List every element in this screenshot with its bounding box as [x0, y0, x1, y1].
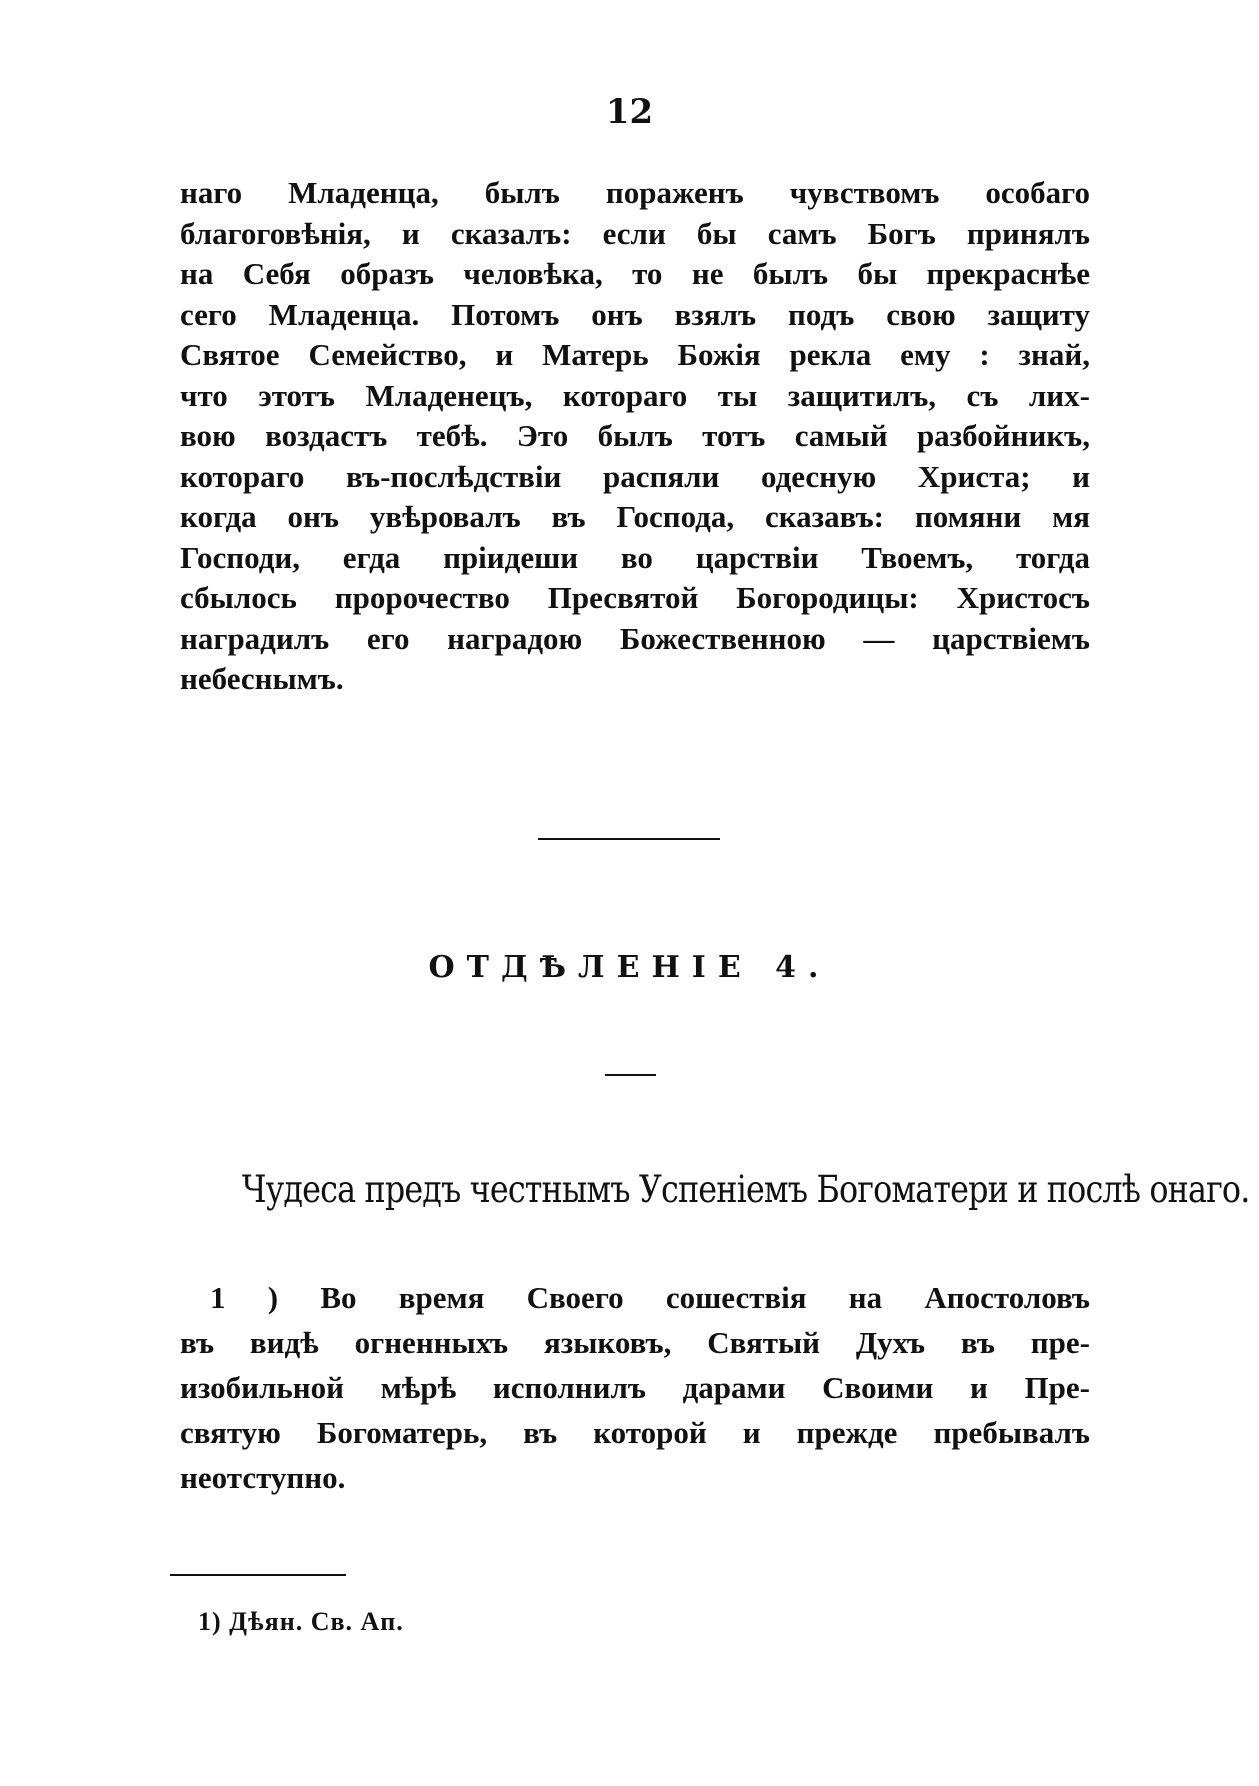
text-line: котораго въ-послѣдствіи распяли одесную Христа; и	[180, 458, 1090, 494]
text-line: когда онъ увѣровалъ въ Господа, сказавъ: помяни мя	[180, 499, 1090, 534]
text-line: сбылось пророчество Пресвятой Богородицы: Христосъ	[180, 580, 1090, 615]
section-divider-rule	[538, 838, 720, 840]
text-line: Господи, егда пріидеши во царствіи Твоемъ, тогда	[180, 539, 1090, 575]
first-paragraph	[180, 1275, 1090, 1500]
page-number: 12	[605, 92, 654, 132]
text-line: наго Младенца, былъ пораженъ чувствомъ особаго	[180, 175, 1090, 210]
footnote-separator-rule	[170, 1574, 346, 1576]
chapter-title: Чудеса предъ честнымъ Успеніемъ Богоматери и послѣ онаго.	[241, 1168, 1250, 1211]
text-line: въ видѣ огненныхъ языковъ, Святый Духъ въ пре-	[180, 1325, 1090, 1360]
text-line: благоговѣнія, и сказалъ: если бы самъ Богъ принялъ	[180, 215, 1090, 251]
text-line: изобильной мѣрѣ исполнилъ дарами Своими и Пре-	[180, 1370, 1090, 1405]
text-line: сего Младенца. Потомъ онъ взялъ подъ свою защиту	[180, 296, 1090, 332]
section-heading: ОТДѢЛЕНІЕ 4.	[428, 950, 831, 985]
text-line: 1 ) Во время Своего сошествія на Апостоловъ	[210, 1280, 1090, 1315]
text-line: небеснымъ.	[180, 661, 344, 696]
text-line: святую Богоматерь, въ которой и прежде пребывалъ	[180, 1415, 1090, 1450]
heading-short-rule	[605, 1074, 656, 1076]
text-line: наградилъ его наградою Божественною — царствіемъ	[180, 620, 1090, 656]
continuation-paragraph	[180, 173, 1090, 700]
text-line: неотступно.	[180, 1460, 346, 1495]
text-line: на Себя образъ человѣка, то не былъ бы прекраснѣе	[180, 256, 1090, 291]
text-line: вою воздастъ тебѣ. Это былъ тотъ самый разбойникъ,	[180, 418, 1090, 453]
text-line: что этотъ Младенецъ, котораго ты защитилъ, съ лих-	[180, 377, 1090, 413]
text-line: Святое Семейство, и Матерь Божія рекла ему : знай,	[180, 337, 1090, 372]
footnote: 1) Дѣян. Св. Ап.	[198, 1607, 404, 1636]
